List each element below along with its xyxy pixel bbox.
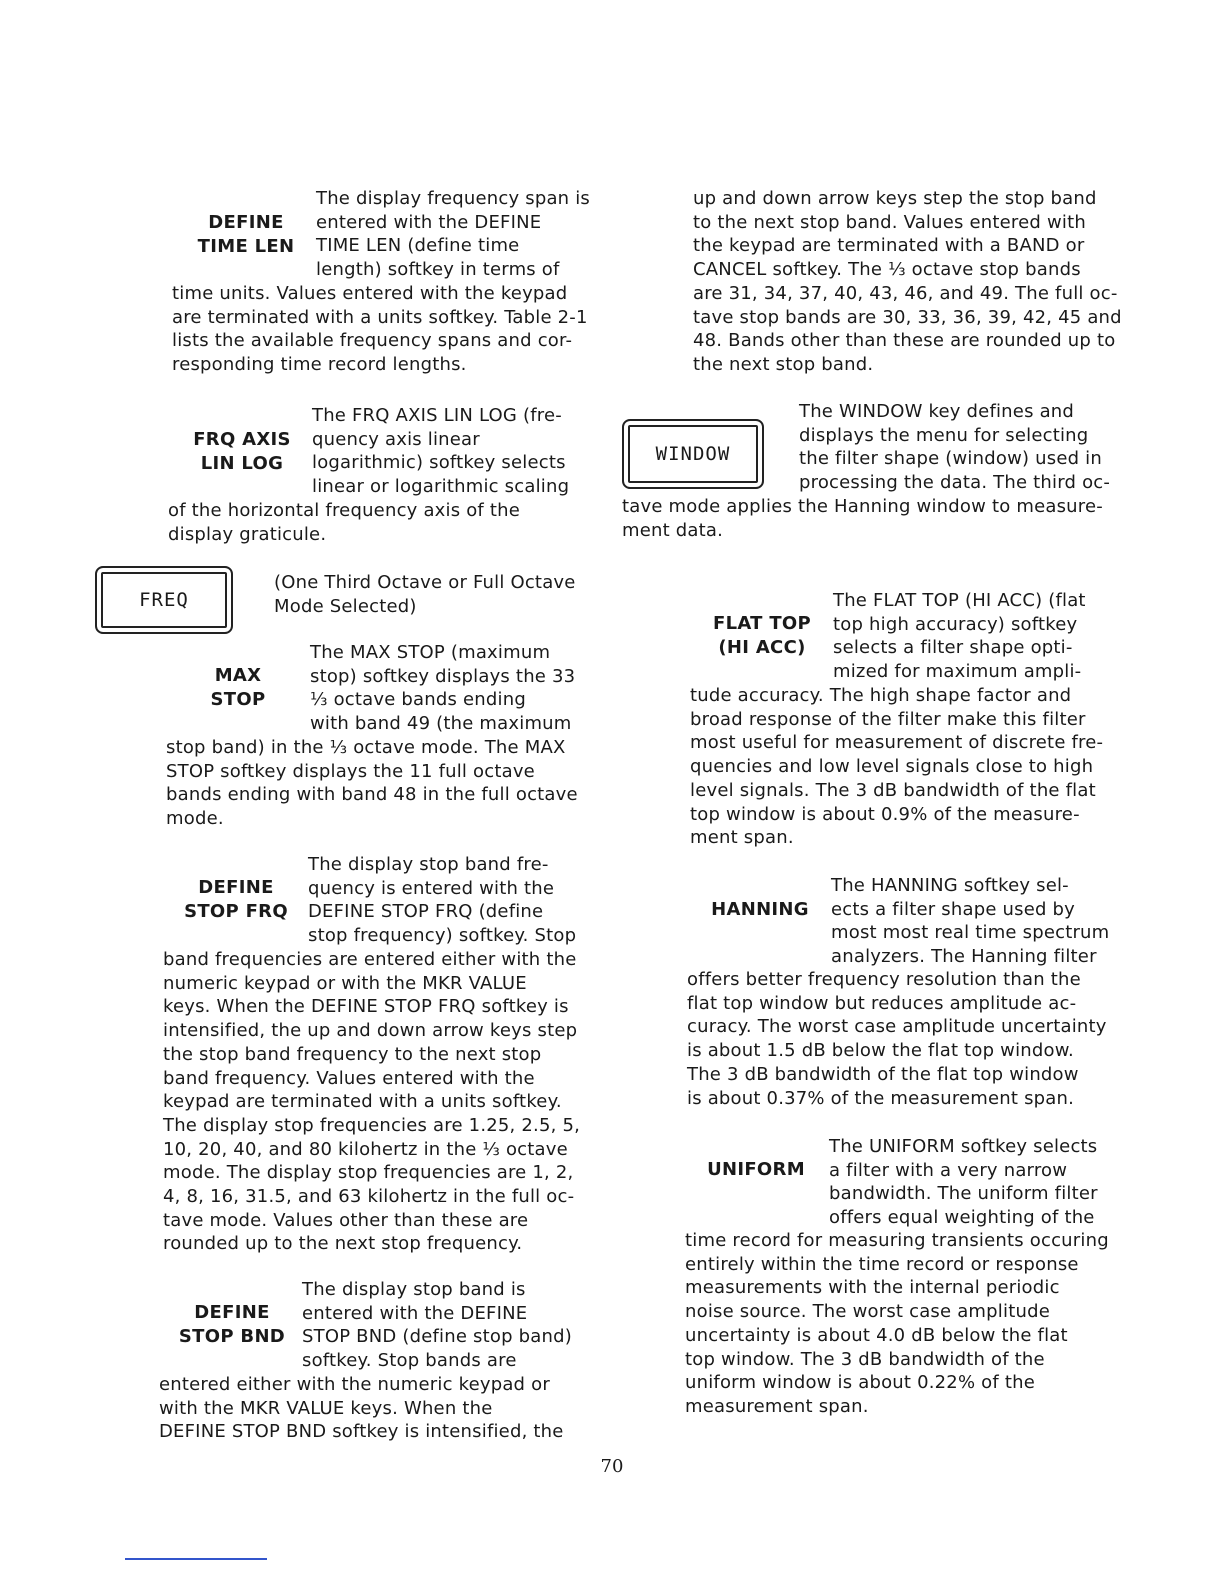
max-stop-label: MAX STOP (210, 665, 266, 710)
window-key-text-full: tave mode applies the Hanning window to measure- ment data. (622, 496, 1103, 541)
max-stop-text-indented: The MAX STOP (maximum stop) softkey displays the 33 ⅓ octave bands ending with band 49 (the maximum (310, 642, 576, 735)
bottom-rule (125, 1558, 267, 1560)
define-stop-bnd-label: DEFINE STOP BND (178, 1302, 286, 1347)
freq-key-note: (One Third Octave or Full Octave Mode Selected) (274, 572, 576, 617)
hanning-text-indented: The HANNING softkey sel- ects a filter shape used by most most real time spectrum analyzers. The Hanning filter (831, 875, 1110, 968)
define-stop-frq-text-full: band frequencies are entered either with the numeric keypad or with the MKR VALUE keys. When the DEFINE STOP FRQ softkey is intensified, the up and down arrow keys step the stop band frequency to the next stop band frequency. Values entered with the keypad are terminated with a units softkey. The display stop frequencies are 1.25, 2.5, 5, 10, 20, 40, and 80 kilohertz in the ⅓ octave mode. The display stop frequencies are 1, 2, 4, 8, 16, 31.5, and 63 kilohertz in the full oc- tave mode. Values other than these are rounded up to the next stop frequency. (163, 949, 581, 1255)
define-time-len-text-full: time units. Values entered with the keypad are terminated with a units softkey. Table 2-1 lists the available frequency spans and cor- responding time record lengths. (172, 283, 588, 376)
freq-key[interactable] (95, 566, 233, 634)
define-time-len-text-indented: The display frequency span is entered with the DEFINE TIME LEN (define time length) softkey in terms of (316, 188, 590, 281)
flat-top-label: FLAT TOP (HI ACC) (712, 613, 812, 658)
define-stop-bnd-text-full: entered either with the numeric keypad or with the MKR VALUE keys. When the DEFINE STOP BND softkey is intensified, the (159, 1374, 564, 1443)
define-stop-frq-text-indented: The display stop band fre- quency is entered with the DEFINE STOP FRQ (define stop frequency) softkey. Stop (308, 854, 577, 947)
define-time-len-label: DEFINE TIME LEN (197, 212, 295, 257)
uniform-label: UNIFORM (707, 1159, 805, 1180)
window-key[interactable] (622, 419, 764, 489)
hanning-text-full: offers better frequency resolution than the flat top window but reduces amplitude ac- curacy. The worst case amplitude uncertainty is about 1.5 dB below the flat top window. The 3 dB bandwidth of the flat top window is about 0.37% of the measurement span. (687, 969, 1107, 1109)
frq-axis-label: FRQ AXIS LIN LOG (193, 429, 291, 474)
flat-top-text-full: tude accuracy. The high shape factor and broad response of the filter make this filter most useful for measurement of discrete fre- quencies and low level signals close to high level signals. The 3 dB bandwidth of the flat top window is about 0.9% of the measure- ment span. (690, 685, 1104, 849)
hanning-label: HANNING (711, 899, 809, 920)
uniform-text-full: time record for measuring transients occuring entirely within the time record or response measurements with the internal periodic noise source. The worst case amplitude uncertainty is about 4.0 dB below the flat top window. The 3 dB bandwidth of the uniform window is about 0.22% of the measurement span. (685, 1230, 1109, 1417)
define-stop-bnd-text-indented: The display stop band is entered with the DEFINE STOP BND (define stop band) softkey. Stop bands are (302, 1279, 572, 1372)
freq-key-label: FREQ (139, 589, 189, 611)
frq-axis-text-full: of the horizontal frequency axis of the display graticule. (168, 500, 521, 545)
define-stop-frq-label: DEFINE STOP FRQ (184, 877, 288, 922)
max-stop-text-full: stop band) in the ⅓ octave mode. The MAX STOP softkey displays the 11 full octave bands ending with band 48 in the full octave mode. (166, 737, 578, 830)
window-key-label: WINDOW (655, 443, 731, 465)
page-number: 70 (600, 1456, 624, 1477)
flat-top-text-indented: The FLAT TOP (HI ACC) (flat top high accuracy) softkey selects a filter shape opti- mized for maximum ampli- (833, 590, 1086, 683)
frq-axis-text-indented: The FRQ AXIS LIN LOG (fre- quency axis linear logarithmic) softkey selects linear or logarithmic scaling (312, 405, 570, 498)
uniform-text-indented: The UNIFORM softkey selects a filter with a very narrow bandwidth. The uniform filter offers equal weighting of the (829, 1136, 1098, 1229)
stop-band-continuation: up and down arrow keys step the stop band to the next stop band. Values entered with the keypad are terminated with a BAND or CANCEL softkey. The ⅓ octave stop bands are 31, 34, 37, 40, 43, 46, and 49. The full oc- tave stop bands are 30, 33, 36, 39, 42, 45 and 48. Bands other than these are rounded up to the next stop band. (693, 188, 1122, 375)
window-key-text-indented: The WINDOW key defines and displays the menu for selecting the filter shape (window) used in processing the data. The third oc- (799, 401, 1111, 494)
